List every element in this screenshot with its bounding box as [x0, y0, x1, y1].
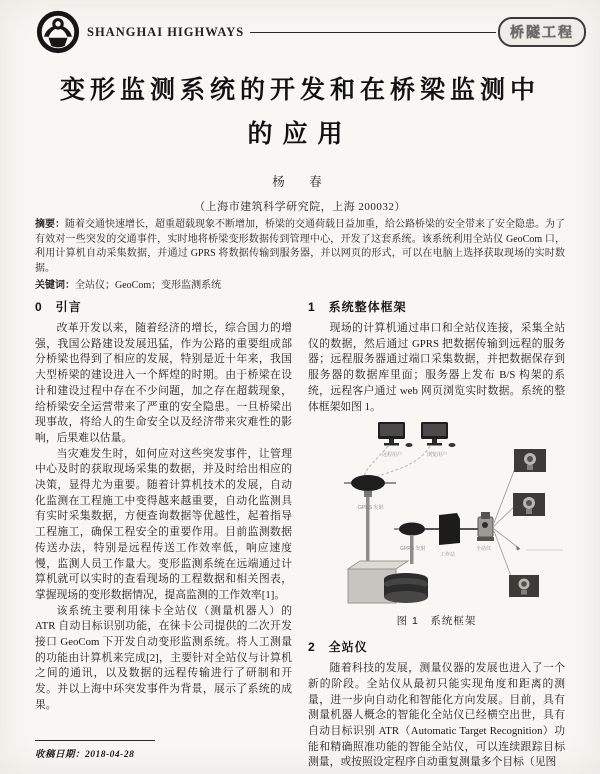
total-station-label: 全站仪 [476, 546, 492, 553]
abstract-text: 随着交通快速增长，超重超载现象不断增加，桥梁的交通荷载日益加重，给公路桥梁的安全带来了安全隐患。为了有效对一些突发的交通事件，实时地将桥梁变形数据传到管理中心，开发了这套系统。该系统利用全站仪 GeoCom 口，利用计算机自动采集数据，并通过 GPRS 将数据传输到服务器，并以网页的形式，可以在电脑上选择获取现场的实时数据。 [35, 219, 565, 274]
section-0-paragraph-2: 当灾难发生时，如何应对这些突发事件，让管理中心及时的获取现场采集的数据，并及时给出相应的决策，显得尤为重要。随着计算机技术的发展，自动化监测在工程施工中变得越来越重要，自动化监测具有实时采集数据，方便查询数据等优越性，起着指导工程施工，确保工程安全的重要作用。目前监测数据传送办法，特别是远程传送工作效率低，响应速度慢，监测人员工作量大。变形监测系统在远端通过计算机就可以实时的查看现场的工程数据和相关图表，掌握现场的变形数据情况，提高监测的工作效率[1]。 [35, 447, 292, 601]
abstract-paragraph [35, 218, 565, 276]
author-name: 杨 春 [272, 175, 328, 189]
header-rule [250, 32, 496, 33]
system-framework-diagram [308, 419, 565, 609]
browse-user-computer-icon [421, 422, 456, 447]
prism-target-photo-3 [509, 575, 539, 597]
section-1-paragraph-1: 现场的计算机通过串口和全站仪连接，采集全站仪的数据，然后通过 GPRS 把数据传输到远程的服务器；远程服务器通过端口采集数据，并把数据保存到服务器的数据库里面；服务器上发布 B/S 构架的系统，远程客户通过 web 网页浏览实时数据。系统的整体框架如图 1。 [308, 322, 565, 413]
article-title-line2: 的应用 [247, 121, 353, 148]
page-header [35, 10, 586, 54]
highway-logo-icon [35, 9, 81, 55]
prism-target-photo-1 [514, 449, 546, 472]
workstation-icon [425, 513, 478, 545]
journal-name: SHANGHAI HIGHWAYS [87, 24, 245, 39]
footnote [35, 740, 292, 760]
total-station-icon [477, 512, 494, 541]
section-1-heading: 1 系统整体框架 [308, 300, 407, 314]
network-link-line [364, 446, 388, 477]
received-date-value: 2018-04-28 [85, 750, 135, 760]
prism-target-photo-2 [513, 493, 545, 516]
section-0-paragraph-3: 该系统主要利用徕卡全站仪（测量机器人）的 ATR 自动目标识别功能，在徕卡公司提供的二次开发接口 GeoCom 下开发自动变形监测系统。将人工测量的功能由计算机来完成[2]，主要针对全站仪与计算机之间的通讯，以及数据的远程传输进行了研制和开发。并以上海中环突发事件为背景，展示了系统的成果。 [35, 604, 292, 711]
body-columns [35, 296, 565, 774]
sight-line [494, 529, 520, 549]
network-link-line [372, 446, 430, 479]
abstract-label: 摘要： [35, 219, 65, 230]
figure-1-caption: 图 1 系统框架 [396, 615, 477, 628]
column-badge: 桥隧工程 [498, 17, 586, 47]
gprs-transmitter-upper-icon [344, 475, 396, 567]
gprs-upper-label: GPRS 发射 [358, 505, 384, 512]
title-block [35, 70, 565, 214]
left-column [35, 296, 292, 774]
server-database-icon [348, 561, 428, 603]
remote-user-label: 远程用户 [382, 452, 403, 459]
browse-user-label: 浏览用户 [427, 452, 448, 459]
right-column [308, 296, 565, 774]
section-0-paragraph-1: 改革开发以来，随着经济的增长，综合国力的增强，我国公路建设发展迅猛，作为公路的重要组成部分桥梁也得到了相应的发展，特别是近十年来，我国大型桥梁的建设进入一个辉煌的时期。由于桥梁在设计和建设过程中存在不少问题，加之存在超载现象，给桥梁安全运营带来了严重的安全隐患。一旦桥梁出现事故，将给人的生命安全以及经济带来灾难性的影响，后果难以估量。 [35, 322, 292, 444]
section-0-heading: 0 引言 [35, 300, 82, 314]
author-affiliation: （上海市建筑科学研究院，上海 200032） [194, 201, 406, 213]
gprs-lower-label: GPRS 发射 [400, 546, 426, 553]
keywords-label: 关键词： [35, 280, 75, 291]
workstation-label: 工作站 [440, 552, 456, 559]
abstract-block [35, 218, 565, 294]
received-date-label: 收稿日期： [35, 750, 86, 760]
section-2-paragraph-1: 随着科技的发展，测量仪器的发展也进入了一个新的阶段。全站仪从最初只能实现角度和距离的测量，进一步向自动化和智能化方向发展。目前，具有测量机器人概念的智能化全站仪已经横空出世，具有自动目标识别 ATR（Automatic Target Recognition）功能和精确照准功能的智能全站仪，可以连续跟踪目标测量，或按照设定程序自动重复测量多个目标（见图 [308, 662, 565, 769]
remote-user-computer-icon [378, 422, 413, 447]
section-2-heading: 2 全站仪 [308, 640, 368, 655]
keywords-text: 全站仪；GeoCom；变形监测系统 [75, 280, 222, 291]
footnote-rule [35, 740, 155, 741]
received-date-line [35, 746, 292, 760]
article-title-line1: 变形监测系统的开发和在桥梁监测中 [59, 77, 540, 104]
figure-1 [308, 419, 565, 628]
keywords-line [35, 279, 565, 294]
arrowhead [516, 546, 520, 551]
